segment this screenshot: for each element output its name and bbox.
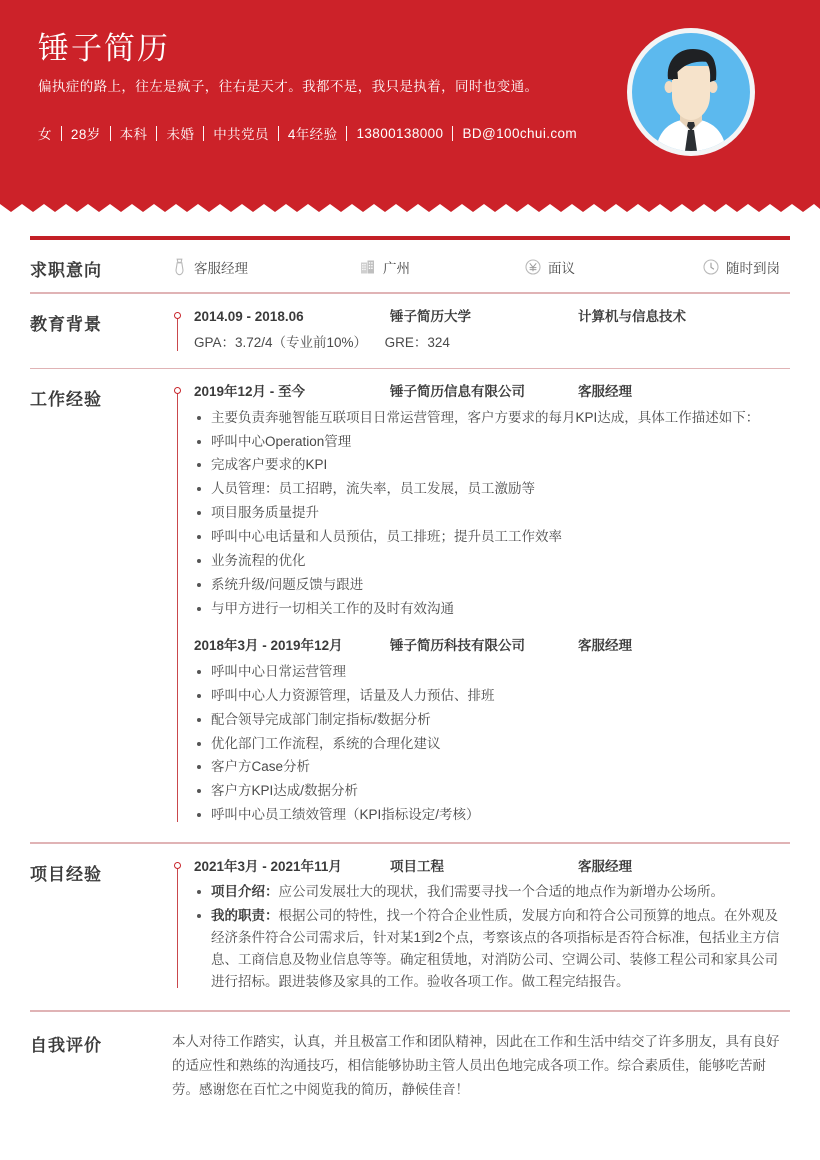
section-body-self-evaluation [172, 1028, 790, 1102]
zigzag-divider-icon [0, 201, 820, 212]
list-item: 项目服务质量提升 [194, 502, 790, 524]
work-role: 客服经理 [578, 384, 632, 400]
section-title-work-experience: 工作经验 [30, 390, 102, 410]
header-motto: 偏执症的路上，往左是疯子，往右是天才。我都不是，我只是执着，同时也变通。 [38, 79, 539, 95]
meta-degree: 本科 [119, 127, 148, 143]
intent-city-label: 广州 [383, 261, 410, 276]
meta-experience: 4年经验 [287, 127, 338, 143]
meta-marital: 未婚 [166, 127, 195, 143]
timeline-dot-icon [174, 312, 181, 319]
work-entry [194, 382, 790, 619]
clock-icon [703, 259, 719, 275]
work-company: 锤子简历科技有限公司 [390, 638, 525, 654]
section-body-education [172, 307, 790, 357]
meta-age: 28岁 [70, 127, 101, 143]
work-bullets [194, 661, 790, 826]
section-body-work-experience [172, 382, 790, 828]
list-item: 人员管理：员工招聘，流失率，员工发展，员工激励等 [194, 478, 790, 500]
section-job-intention [30, 240, 790, 292]
project-bullets [194, 881, 790, 992]
timeline-dot-icon [174, 862, 181, 869]
project-date: 2021年3月 - 2021年11月 [194, 858, 342, 874]
resume-body [0, 236, 820, 1113]
avatar-disc [632, 33, 750, 151]
work-entry-head [194, 382, 790, 402]
education-entry [194, 307, 790, 355]
yen-icon [525, 259, 541, 275]
section-title-education: 教育背景 [30, 314, 102, 334]
work-date: 2018年3月 - 2019年12月 [194, 638, 343, 654]
section-project-experience [30, 844, 790, 1011]
section-work-experience [30, 369, 790, 842]
project-bullet-text: 应公司发展壮大的现状，我们需要寻找一个合适的地点作为新增办公场所。 [278, 884, 724, 900]
meta-separator [278, 126, 279, 141]
work-timeline [172, 382, 790, 826]
meta-separator [110, 126, 111, 141]
self-evaluation-text: 本人对待工作踏实，认真，并且极富工作和团队精神，因此在工作和生活中结交了许多朋友，具有良好的适应性和熟练的沟通技巧，相信能够协助主管人员出色地完成各项工作。综合素质佳，能够吃苦耐劳。感谢您在百忙之中阅览我的简历，静候佳音！ [172, 1033, 780, 1097]
meta-separator [346, 126, 347, 141]
list-item: 客户方KPI达成/数据分析 [194, 780, 790, 802]
meta-separator [61, 126, 62, 141]
education-details [194, 331, 790, 355]
list-item: 呼叫中心Operation管理 [194, 431, 790, 453]
timeline-dot-icon [174, 387, 181, 394]
education-entry-head [194, 307, 790, 327]
education-timeline [172, 307, 790, 355]
meta-phone: 13800138000 [356, 125, 444, 141]
timeline-line [177, 316, 178, 351]
list-item: 呼叫中心员工绩效管理（KPI指标设定/考核） [194, 804, 790, 826]
list-item: 主要负责奔驰智能互联项目日常运营管理，客户方要求的每月KPI达成，具体工作描述如下： [194, 407, 790, 429]
list-item: 呼叫中心日常运营管理 [194, 661, 790, 683]
list-item: 优化部门工作流程，系统的合理化建议 [194, 733, 790, 755]
section-body-job-intention [172, 253, 790, 277]
avatar [627, 28, 755, 156]
project-entry-head [194, 857, 790, 877]
section-education [30, 294, 790, 368]
section-title-project-experience: 项目经验 [30, 864, 102, 884]
project-bullet-lead: 我的职责： [211, 907, 279, 923]
building-icon [360, 259, 376, 275]
project-entry [194, 857, 790, 993]
project-bullet-text: 根据公司的特性，找一个符合企业性质，发展方向和符合公司预算的地点。在外观及经济条件符合公司需求后，针对某1到2个点，考察该点的各项指标是否符合标准，包括业主方信息、工商信息及物业信息等等。确定租赁地，对消防公司、空调公司、装修工程公司和家具公司进行招标。跟进装修及家具的工作。验收各项工作。做工程完结报告。 [211, 907, 780, 989]
avatar-person-icon [632, 33, 750, 151]
meta-gender: 女 [38, 127, 52, 143]
list-item [194, 881, 790, 903]
meta-separator [203, 126, 204, 141]
education-date: 2014.09 - 2018.06 [194, 308, 304, 324]
section-title-job-intention: 求职意向 [30, 261, 102, 280]
intent-salary [525, 257, 703, 277]
intent-position-label: 客服经理 [194, 261, 248, 276]
meta-separator [452, 126, 453, 141]
job-intention-row [172, 253, 790, 277]
list-item: 完成客户要求的KPI [194, 454, 790, 476]
project-name: 项目工程 [390, 858, 444, 874]
list-item: 呼叫中心人力资源管理，话量及人力预估、排班 [194, 685, 790, 707]
timeline-line [177, 391, 178, 822]
intent-city [360, 257, 525, 277]
meta-email: BD@100chui.com [462, 125, 578, 141]
timeline-line [177, 866, 178, 989]
page-title: 锤子简历 [38, 31, 170, 66]
meta-separator [156, 126, 157, 141]
list-item: 呼叫中心电话量和人员预估，员工排班；提升员工工作效率 [194, 526, 790, 548]
section-self-evaluation [30, 1012, 790, 1113]
intent-position [172, 257, 360, 277]
education-gpa: GPA：3.72/4（专业前10%） [194, 335, 368, 351]
work-role: 客服经理 [578, 638, 632, 654]
project-timeline [172, 857, 790, 993]
resume-header [0, 0, 820, 212]
education-school: 锤子简历大学 [390, 308, 471, 324]
work-entry [194, 636, 790, 826]
project-role: 客服经理 [578, 858, 632, 874]
section-body-project-experience [172, 857, 790, 995]
tie-icon [172, 258, 187, 276]
education-major: 计算机与信息技术 [578, 308, 686, 324]
work-entry-head [194, 636, 790, 656]
intent-availability [703, 257, 780, 277]
list-item: 客户方Case分析 [194, 756, 790, 778]
meta-political: 中共党员 [213, 127, 269, 143]
list-item: 配合领导完成部门制定指标/数据分析 [194, 709, 790, 731]
education-gre: GRE：324 [384, 335, 450, 351]
list-item: 系统升级/问题反馈与跟进 [194, 574, 790, 596]
section-title-self-evaluation: 自我评价 [30, 1035, 102, 1055]
work-bullets [194, 407, 790, 620]
list-item: 业务流程的优化 [194, 550, 790, 572]
work-date: 2019年12月 - 至今 [194, 384, 306, 400]
work-company: 锤子简历信息有限公司 [390, 384, 525, 400]
intent-availability-label: 随时到岗 [726, 261, 780, 276]
intent-salary-label: 面议 [548, 261, 575, 276]
avatar-ring [627, 28, 755, 156]
list-item [194, 905, 790, 992]
project-bullet-lead: 项目介绍： [211, 884, 279, 900]
list-item: 与甲方进行一切相关工作的及时有效沟通 [194, 598, 790, 620]
